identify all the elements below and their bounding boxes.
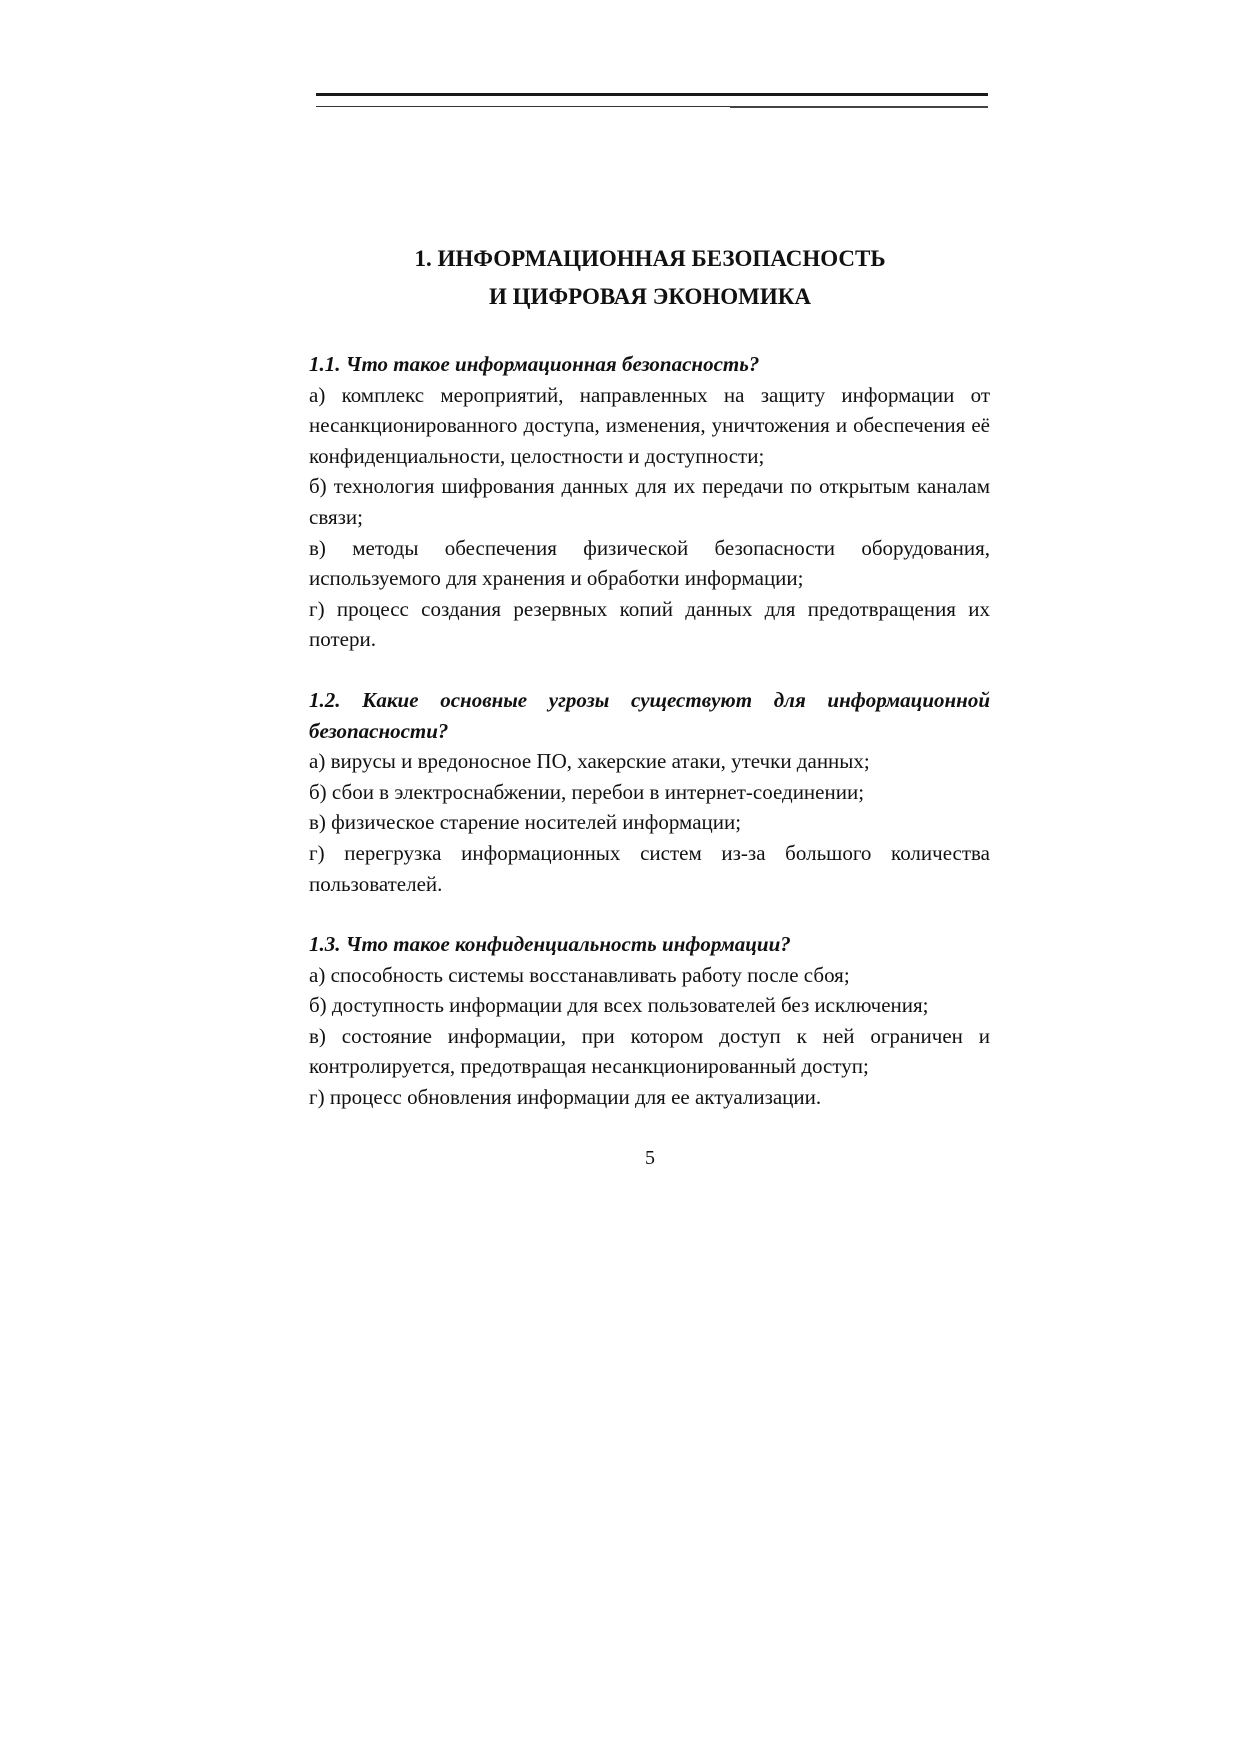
question-title: 1.1. Что такое информационная безопасность? — [309, 352, 760, 376]
answer-option-b: б) доступность информации для всех пользователей без исключения; — [309, 993, 929, 1018]
chapter-title-line-1: 1. ИНФОРМАЦИОННАЯ БЕЗОПАСНОСТЬ — [414, 246, 886, 271]
answer-option-d: г) процесс обновления информации для ее актуализации. — [309, 1085, 822, 1110]
answer-option-d: г) процесс создания резервных копий данных для предотвращения их потери. — [309, 596, 990, 652]
chapter-title — [310, 240, 990, 316]
answer-option-a: а) способность системы восстанавливать работу после сбоя; — [309, 962, 850, 987]
page-number: 5 — [645, 1147, 655, 1169]
answer-option-d: г) перегрузка информационных систем из-за большого количества пользователей. — [309, 840, 990, 896]
answer-option-a: а) комплекс мероприятий, направленных на защиту информации от несанкционированного доступа, изменения, уничтожения и обеспечения её конфиденциальности, целостности и доступности; — [309, 382, 990, 468]
question-title: 1.2. Какие основные угрозы существуют для информационной безопасности? — [309, 687, 990, 743]
header-rule-thick — [316, 93, 988, 96]
answer-option-c: в) состояние информации, при котором доступ к ней ограничен и контролируется, предотвращая несанкционированный доступ; — [309, 1023, 990, 1079]
answer-option-c: в) методы обеспечения физической безопасности оборудования, используемого для хранения и обработки информации; — [309, 535, 990, 591]
question-block-1-1 — [309, 349, 990, 655]
answer-option-b: б) технология шифрования данных для их передачи по открытым каналам связи; — [309, 474, 990, 529]
question-block-1-2 — [309, 685, 990, 899]
answer-option-a: а) вирусы и вредоносное ПО, хакерские атаки, утечки данных; — [309, 749, 870, 774]
chapter-title-line-2: И ЦИФРОВАЯ ЭКОНОМИКА — [488, 284, 812, 309]
question-block-1-3 — [309, 929, 990, 1113]
header-rule-thin-accent — [730, 106, 988, 108]
answer-option-b: б) сбои в электроснабжении, перебои в интернет-соединении; — [309, 779, 865, 804]
question-title: 1.3. Что такое конфиденциальность информации? — [309, 932, 791, 957]
answer-option-c: в) физическое старение носителей информации; — [309, 810, 742, 835]
questions-content — [309, 349, 990, 1113]
